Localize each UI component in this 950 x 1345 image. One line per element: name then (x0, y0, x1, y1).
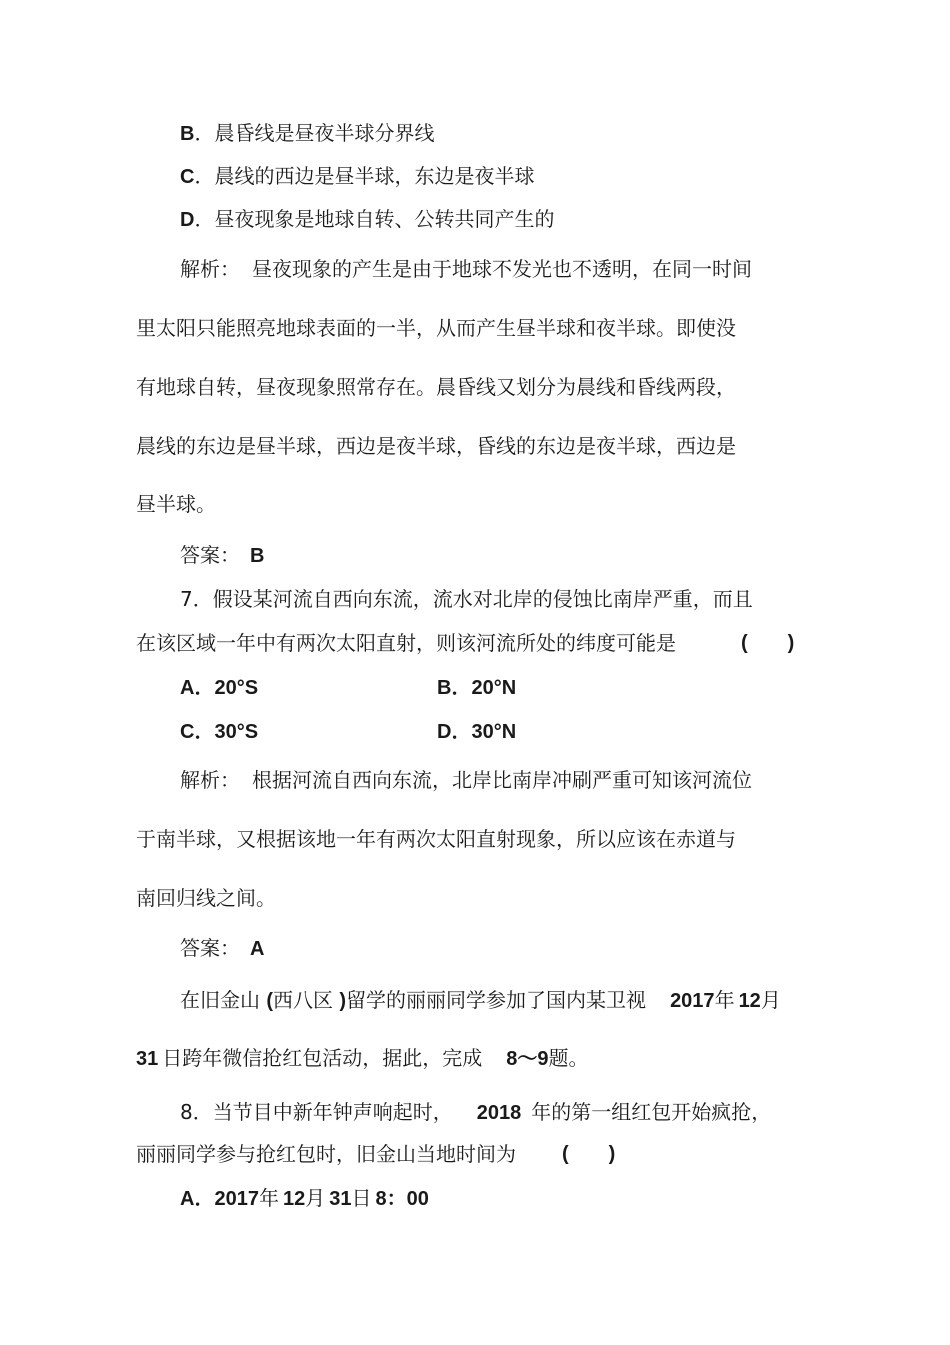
option-c: C．晨线的西边是昼半球，东边是夜半球 (180, 164, 535, 188)
analysis-label: 解析： (180, 257, 240, 281)
answer-label: 答案： (180, 936, 240, 960)
analysis-line: 昼半球。 (136, 492, 216, 516)
question-number: 8． (180, 1100, 213, 1124)
answer-value: A (250, 938, 265, 960)
option-letter: D (180, 209, 195, 231)
intro-line2: 31 日跨年微信抢红包活动，据此，完成 8～9题。 (136, 1046, 589, 1070)
analysis-line: 里太阳只能照亮地球表面的一半，从而产生昼半球和夜半球。即使没 (136, 316, 736, 340)
analysis-line: 有地球自转，昼夜现象照常存在。晨昏线又划分为晨线和昏线两段， (136, 375, 736, 399)
analysis-line: 于南半球，又根据该地一年有两次太阳直射现象，所以应该在赤道与 (136, 827, 736, 851)
analysis-line: 解析： 昼夜现象的产生是由于地球不发光也不透明，在同一时间 (180, 257, 752, 281)
option-d: D．30°N (437, 721, 517, 743)
analysis-line: 解析： 根据河流自西向东流，北岸比南岸冲刷严重可知该河流位 (180, 768, 752, 792)
intro-line1: 在旧金山 (西八区 )留学的丽丽同学参加了国内某卫视 2017年 12月 (180, 988, 781, 1012)
option-a: A．2017年 12月 31日 8：00 (180, 1186, 429, 1210)
option-a: A．20°S (180, 677, 259, 699)
answer-value: B (250, 545, 265, 567)
option-d: D．昼夜现象是地球自转、公转共同产生的 (180, 207, 555, 231)
question-8-line2: 丽丽同学参与抢红包时，旧金山当地时间为 (136, 1142, 516, 1166)
question-7-line1: 7．假设某河流自西向东流，流水对北岸的侵蚀比南岸严重，而且 (180, 587, 753, 611)
option-text: 晨昏线是昼夜半球分界线 (214, 121, 435, 145)
option-letter: B (180, 123, 195, 145)
analysis-line: 南回归线之间。 (136, 886, 276, 910)
answer-blank: ( ) (741, 632, 795, 654)
question-8-line1: 8．当节目中新年钟声响起时， 2018 年的第一组红包开始疯抢， (180, 1100, 772, 1124)
option-b: B．20°N (437, 677, 517, 699)
analysis-line: 晨线的东边是昼半球，西边是夜半球，昏线的东边是夜半球，西边是 (136, 434, 736, 458)
question-7-line2: 在该区域一年中有两次太阳直射，则该河流所处的纬度可能是 (136, 631, 676, 655)
answer-line (180, 545, 264, 566)
question-number: 7． (180, 587, 213, 611)
option-text: 晨线的西边是昼半球，东边是夜半球 (214, 164, 535, 188)
answer-label: 答案： (180, 543, 240, 567)
analysis-label: 解析： (180, 768, 240, 792)
option-c: C．30°S (180, 721, 259, 743)
answer-blank: ( ) (562, 1143, 616, 1165)
answer-line (180, 938, 264, 959)
option-text: 昼夜现象是地球自转、公转共同产生的 (214, 207, 555, 231)
option-b: B．晨昏线是昼夜半球分界线 (180, 121, 435, 145)
option-letter: C (180, 166, 195, 188)
